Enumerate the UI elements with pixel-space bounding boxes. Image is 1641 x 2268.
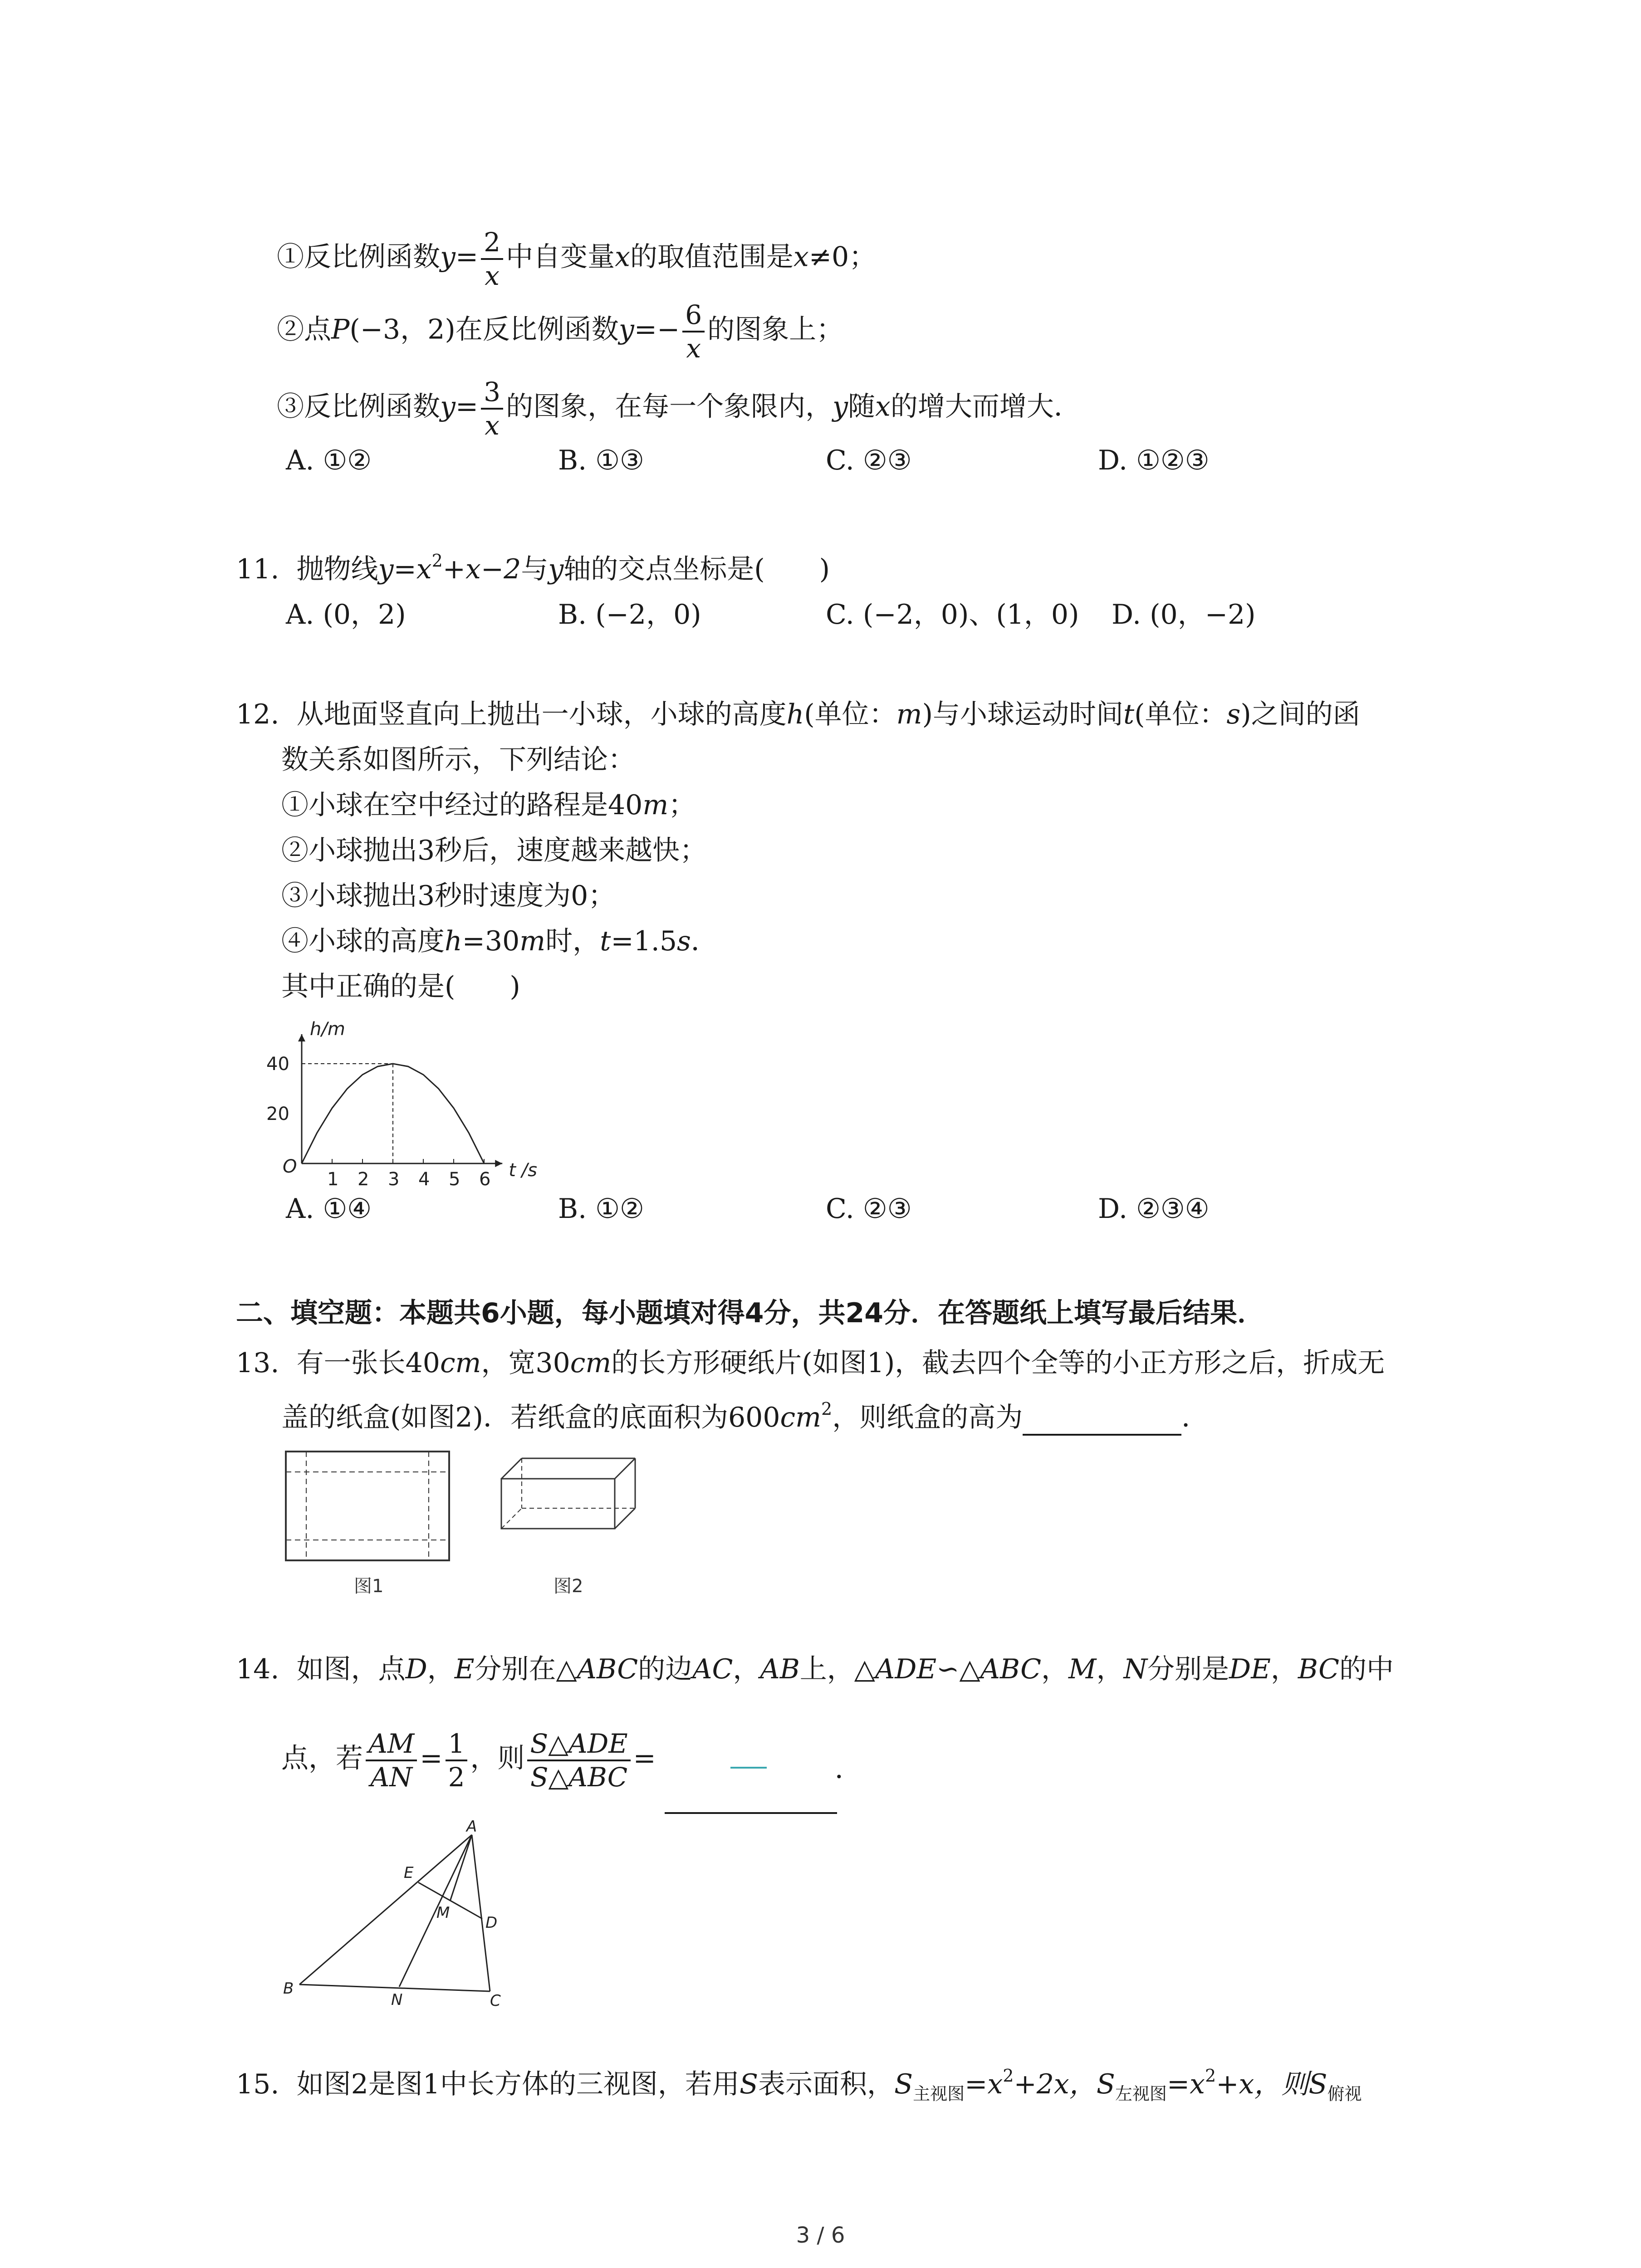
numerator: 3 xyxy=(481,379,503,410)
text: 抛物线 xyxy=(296,553,378,585)
triangle-lines xyxy=(299,1835,490,1991)
q10-statement-3 xyxy=(277,376,1081,441)
text: y xyxy=(833,391,848,423)
q13-line-1 xyxy=(236,1345,1385,1381)
q10-statement-2 xyxy=(277,299,844,364)
choice-c[interactable]: C. ②③ xyxy=(826,445,912,476)
text: cm xyxy=(570,1347,612,1379)
superscript: 2 xyxy=(1205,2066,1216,2086)
page-number: 3 / 6 xyxy=(796,2223,845,2248)
figure-1-rectangle xyxy=(286,1452,449,1560)
superscript: 2 xyxy=(1003,2066,1014,2086)
text: m xyxy=(642,789,669,821)
subscript: 俯视 xyxy=(1327,2084,1362,2104)
text: 上，△ xyxy=(799,1653,875,1685)
figure-2-box xyxy=(501,1458,635,1529)
q12-line-2: 数关系如图所示，下列结论： xyxy=(281,744,635,776)
text: ①小球在空中经过的路程是40 xyxy=(281,789,643,821)
text: 的图象，在每一个象限内， xyxy=(506,391,833,423)
q12-statement-4 xyxy=(281,923,718,959)
text: 分别在△ xyxy=(474,1653,577,1685)
x-tick-label: 5 xyxy=(449,1169,460,1190)
choice-a[interactable]: A. ①② xyxy=(286,445,372,476)
text: 分别是 xyxy=(1147,1653,1229,1685)
text: 从地面竖直向上抛出一小球，小球的高度 xyxy=(296,699,787,730)
question-number: 12. xyxy=(236,699,279,730)
numerator: 2 xyxy=(481,229,503,260)
answer-hint-mark xyxy=(730,1767,767,1769)
q12-statement-1 xyxy=(281,787,696,823)
point-label-d: D xyxy=(485,1914,498,1932)
point-label-n: N xyxy=(391,1991,403,2009)
q11-stem xyxy=(236,551,830,587)
text: 有一张长40 xyxy=(296,1347,440,1379)
text: AB xyxy=(760,1653,800,1685)
answer-blank[interactable] xyxy=(1023,1402,1181,1436)
subscript: 主视图 xyxy=(913,2084,965,2104)
denominator: x xyxy=(686,333,701,364)
q12-line-1 xyxy=(236,696,1360,733)
text: (单位： xyxy=(1134,699,1227,730)
y-axis-label: h/m xyxy=(310,1019,345,1040)
text: x xyxy=(875,391,891,423)
choice-b[interactable]: B. ①③ xyxy=(558,445,644,476)
choice-d[interactable]: D. ①②③ xyxy=(1098,445,1210,476)
fraction-am-an xyxy=(366,1728,417,1793)
text: )之间的函 xyxy=(1240,699,1360,730)
text: 的增大而增大． xyxy=(890,391,1081,423)
choice-a[interactable]: A. ①④ xyxy=(286,1193,372,1225)
chart-layer xyxy=(266,1019,537,1190)
text: ， xyxy=(1041,1653,1069,1685)
text: s xyxy=(677,925,691,957)
numerator: AM xyxy=(366,1730,417,1761)
text: h xyxy=(786,699,804,730)
text: ④小球的高度 xyxy=(281,925,445,957)
y-tick-label: 20 xyxy=(266,1104,289,1124)
text: = xyxy=(420,1742,443,1774)
text: 的长方形硬纸片(如图1)，截去四个全等的小正方形之后，折成无 xyxy=(611,1347,1385,1379)
text: ， xyxy=(1096,1653,1124,1685)
text: +x，则 xyxy=(1216,2068,1309,2100)
point-label-e: E xyxy=(404,1864,414,1882)
text: P xyxy=(331,313,350,346)
text: 中自变量 xyxy=(506,241,615,273)
answer-blank[interactable] xyxy=(665,1812,837,1814)
fraction-area-ratio xyxy=(527,1728,630,1793)
text: ADE xyxy=(875,1653,937,1685)
x-axis-label: t /s xyxy=(509,1160,537,1181)
q12-statement-3: ③小球抛出3秒时速度为0； xyxy=(281,880,616,912)
text: BC xyxy=(1298,1653,1340,1685)
text: S xyxy=(739,2068,759,2100)
text: ， xyxy=(1270,1653,1298,1685)
text: =x xyxy=(965,2068,1003,2100)
vertex-label-a: A xyxy=(466,1819,477,1836)
text: t xyxy=(600,925,611,957)
text: h xyxy=(445,925,462,957)
q14-triangle-figure xyxy=(272,1819,554,2014)
numerator: S△ADE xyxy=(527,1730,630,1761)
numerator: 1 xyxy=(446,1730,468,1761)
text: y=x xyxy=(378,553,432,585)
question-number: 13. xyxy=(236,1347,279,1379)
text: )与小球运动时间 xyxy=(922,699,1123,730)
text: ． xyxy=(691,925,718,957)
text: 轴的交点坐标是( ) xyxy=(563,553,830,585)
text: ，宽30 xyxy=(481,1347,570,1379)
text: ③反比例函数 xyxy=(277,391,440,423)
text: +2x， xyxy=(1014,2068,1097,2100)
vertex-label-c: C xyxy=(490,1992,501,2010)
text: ，则纸盒的高为 xyxy=(832,1402,1023,1433)
text: D xyxy=(405,1653,427,1685)
text: t xyxy=(1123,699,1135,730)
choice-a[interactable]: A. (0，2) xyxy=(286,599,406,631)
figure-1-label: 图1 xyxy=(354,1576,384,1597)
choice-b[interactable]: B. ①② xyxy=(558,1193,644,1225)
text: AC xyxy=(692,1653,733,1685)
x-axis-arrow xyxy=(495,1160,502,1167)
text: ∽△ xyxy=(936,1653,980,1685)
text: x xyxy=(793,241,809,273)
text: ②点 xyxy=(277,313,331,346)
text: N xyxy=(1123,1653,1147,1685)
q14-line-1 xyxy=(236,1651,1394,1687)
numerator: 6 xyxy=(682,302,705,332)
x-tick-label: 2 xyxy=(358,1169,369,1190)
height-time-chart xyxy=(263,1002,581,1202)
text: 的取值范围是 xyxy=(630,241,794,273)
x-tick-label: 4 xyxy=(418,1169,430,1190)
text: 的中 xyxy=(1339,1653,1394,1685)
denominator: S△ABC xyxy=(530,1762,628,1793)
text: s xyxy=(1226,699,1241,730)
choice-d[interactable]: D. ②③④ xyxy=(1098,1193,1210,1225)
x-tick-label: 3 xyxy=(388,1169,400,1190)
text: 点，若 xyxy=(281,1742,363,1774)
text: 如图，点 xyxy=(296,1653,406,1685)
q12-statement-2: ②小球抛出3秒后，速度越来越快； xyxy=(281,835,707,866)
q13-figures xyxy=(277,1442,649,1615)
text: ． xyxy=(1181,1402,1209,1433)
text: (−3，2)在反比例函数 xyxy=(349,313,619,346)
q10-statement-1 xyxy=(277,229,876,289)
text: cm xyxy=(780,1402,822,1433)
text: ， xyxy=(733,1653,760,1685)
text: 的图象上； xyxy=(707,313,844,346)
question-number: 14. xyxy=(236,1653,279,1685)
text: 如图2是图1中长方体的三视图，若用 xyxy=(296,2068,740,2100)
text: =1.5 xyxy=(611,925,677,957)
text: S xyxy=(894,2068,913,2100)
text: S xyxy=(1308,2068,1327,2100)
text: ABC xyxy=(577,1653,638,1685)
text: x xyxy=(615,241,630,273)
denominator: 2 xyxy=(448,1762,465,1793)
fraction xyxy=(481,229,503,289)
subscript: 左视图 xyxy=(1115,2084,1167,2104)
text: m xyxy=(519,925,546,957)
text: (单位： xyxy=(804,699,896,730)
text: ABC xyxy=(980,1653,1042,1685)
choice-c[interactable]: C. ②③ xyxy=(826,1193,912,1225)
q14-line-2 xyxy=(281,1728,656,1793)
q14-period: ． xyxy=(835,1753,862,1785)
text: 随 xyxy=(847,391,875,423)
fraction-one-half xyxy=(446,1728,468,1793)
text: 时， xyxy=(545,925,600,957)
y-tick-label: 40 xyxy=(266,1054,289,1075)
superscript: 2 xyxy=(431,551,443,571)
vertex-label-b: B xyxy=(283,1980,294,1998)
y-axis-arrow xyxy=(298,1034,305,1041)
text: = xyxy=(633,1742,656,1774)
text: 与 xyxy=(521,553,549,585)
text: M xyxy=(1068,1653,1097,1685)
text: =x xyxy=(1166,2068,1205,2100)
section-title: 二、填空题：本题共6小题，每小题填对得4分，共24分．在答题纸上填写最后结果． xyxy=(236,1297,1264,1329)
text: ①反比例函数 xyxy=(277,241,440,273)
text: 表示面积， xyxy=(758,2068,895,2100)
text: S xyxy=(1096,2068,1115,2100)
choice-d[interactable]: D. (0，−2) xyxy=(1112,599,1256,631)
denominator: AN xyxy=(370,1762,412,1793)
denominator: x xyxy=(485,260,500,291)
text: m xyxy=(896,699,922,730)
text: +x−2 xyxy=(442,553,521,585)
question-number: 11. xyxy=(236,553,279,585)
text: ，则 xyxy=(470,1742,525,1774)
text: y xyxy=(548,553,564,585)
origin-label: O xyxy=(283,1156,297,1177)
text: y=− xyxy=(618,313,680,346)
text: 的边 xyxy=(638,1653,693,1685)
text: y= xyxy=(440,391,479,423)
superscript: 2 xyxy=(821,1399,833,1419)
q12-prompt: 其中正确的是( ) xyxy=(281,971,520,1002)
x-tick-label: 1 xyxy=(327,1169,339,1190)
point-label-m: M xyxy=(436,1904,450,1922)
text: y= xyxy=(440,241,479,273)
fraction xyxy=(481,376,503,441)
text: ， xyxy=(427,1653,455,1685)
text: E xyxy=(454,1653,475,1685)
x-tick-label: 6 xyxy=(479,1169,491,1190)
q13-line-2 xyxy=(281,1399,1209,1436)
choice-b[interactable]: B. (−2，0) xyxy=(558,599,701,631)
choice-c[interactable]: C. (−2，0)、(1，0) xyxy=(826,599,1079,631)
denominator: x xyxy=(485,410,500,441)
figure-2-label: 图2 xyxy=(554,1576,583,1597)
text: 盖的纸盒(如图2)．若纸盒的底面积为600 xyxy=(281,1402,780,1433)
text: cm xyxy=(440,1347,481,1379)
fraction xyxy=(682,299,705,364)
text: ≠0； xyxy=(808,241,877,273)
text: DE xyxy=(1229,1653,1271,1685)
text: ； xyxy=(668,789,696,821)
question-number: 15. xyxy=(236,2068,279,2100)
text: =30 xyxy=(462,925,520,957)
q15-line-1 xyxy=(236,2066,1362,2102)
